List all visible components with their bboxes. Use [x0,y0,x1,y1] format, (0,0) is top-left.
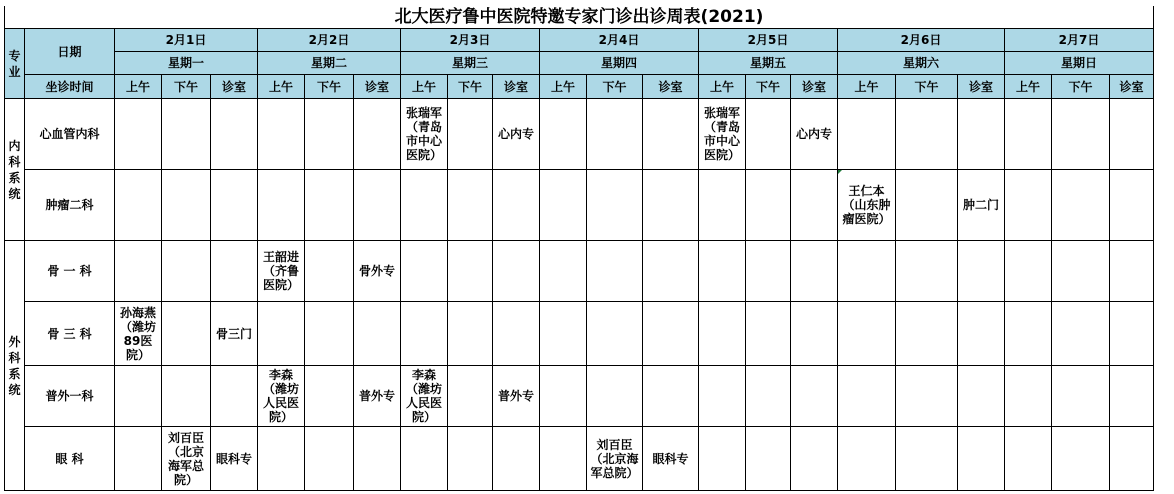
slot-header: 上午 [258,75,305,99]
schedule-cell [896,241,958,302]
schedule-cell [354,170,401,241]
schedule-cell [540,427,587,491]
cell-text: 刘百臣（北京海军总院） [167,430,204,487]
schedule-cell [540,241,587,302]
schedule-cell [493,427,540,491]
table-row [5,99,1154,170]
schedule-cell [354,427,401,491]
day-weekday-header: 星期六 [838,52,1005,75]
schedule-cell [115,241,162,302]
schedule-cell [354,366,401,427]
schedule-cell [1110,241,1154,302]
cell-text: 心内专 [795,127,832,141]
slot-header: 诊室 [1110,75,1154,99]
schedule-cell [958,170,1005,241]
schedule-cell [305,241,354,302]
schedule-cell [838,170,896,241]
schedule-cell [211,366,258,427]
schedule-cell [587,366,643,427]
cell-text: 普外专 [497,389,534,403]
schedule-cell [587,427,643,491]
cell-text: 骨三门 [215,326,252,341]
schedule-cell [643,99,699,170]
schedule-cell [1005,366,1052,427]
schedule-cell [540,366,587,427]
day-date-header: 2月4日 [540,29,699,52]
schedule-cell [540,302,587,366]
schedule-cell [1005,427,1052,491]
table-row [5,366,1154,427]
slot-header: 下午 [162,75,211,99]
sheet-title: 北大医疗鲁中医院特邀专家门诊出诊周表(2021) [5,6,1154,29]
cell-text: 孙海燕（潍坊89医院） [119,305,156,362]
slot-header: 诊室 [791,75,838,99]
schedule-cell [448,241,493,302]
schedule-cell [115,427,162,491]
schedule-cell [791,366,838,427]
specialty-header: 专业 [5,29,25,99]
department-name: 普外一科 [25,366,115,427]
day-date-header: 2月2日 [258,29,401,52]
system-label: 内科系统 [5,99,25,241]
schedule-cell [305,99,354,170]
slot-header: 诊室 [354,75,401,99]
schedule-cell [958,302,1005,366]
department-name: 骨 三 科 [25,302,115,366]
schedule-cell [258,99,305,170]
schedule-cell [211,302,258,366]
day-weekday-header: 星期五 [699,52,838,75]
schedule-cell [746,241,791,302]
schedule-cell [746,99,791,170]
schedule-cell [540,99,587,170]
schedule-cell [791,99,838,170]
schedule-cell [791,241,838,302]
schedule-cell [1110,366,1154,427]
schedule-cell [896,302,958,366]
day-date-header: 2月7日 [1005,29,1154,52]
schedule-cell [493,366,540,427]
schedule-cell [448,427,493,491]
day-date-header: 2月1日 [115,29,258,52]
schedule-table [4,6,1154,491]
day-weekday-header: 星期四 [540,52,699,75]
schedule-cell [643,366,699,427]
schedule-cell [258,302,305,366]
schedule-cell [1005,99,1052,170]
schedule-cell [587,302,643,366]
schedule-cell [211,170,258,241]
schedule-cell [401,241,448,302]
day-weekday-header: 星期日 [1005,52,1154,75]
cell-text: 李森（潍坊人民医院） [262,368,299,424]
cell-text: 王韶进（齐鲁医院） [262,250,299,292]
schedule-cell [838,427,896,491]
time-label: 坐诊时间 [25,75,115,99]
schedule-cell [401,99,448,170]
schedule-cell [746,170,791,241]
schedule-cell [838,241,896,302]
schedule-cell [211,241,258,302]
schedule-cell [958,366,1005,427]
schedule-cell [1110,302,1154,366]
schedule-cell [354,241,401,302]
schedule-cell [354,302,401,366]
schedule-cell [211,427,258,491]
schedule-cell [211,99,258,170]
schedule-cell [958,99,1005,170]
department-name: 肿瘤二科 [25,170,115,241]
department-name: 骨 一 科 [25,241,115,302]
schedule-cell [401,427,448,491]
schedule-cell [699,302,746,366]
schedule-cell [1052,241,1110,302]
schedule-cell [493,99,540,170]
schedule-cell [896,170,958,241]
schedule-cell [791,427,838,491]
table-row [5,170,1154,241]
cell-text: 骨外专 [358,264,395,278]
schedule-cell [896,427,958,491]
schedule-cell [896,99,958,170]
schedule-cell [115,302,162,366]
schedule-cell [699,366,746,427]
schedule-cell [162,99,211,170]
schedule-cell [258,366,305,427]
schedule-cell [1110,99,1154,170]
schedule-cell [1052,170,1110,241]
schedule-cell [162,241,211,302]
schedule-cell [305,302,354,366]
schedule-cell [838,366,896,427]
schedule-cell [791,170,838,241]
schedule-cell [746,366,791,427]
table-row [5,427,1154,491]
cell-text: 眼科专 [652,451,689,466]
slot-header: 下午 [1052,75,1110,99]
day-weekday-header: 星期一 [115,52,258,75]
schedule-cell [746,427,791,491]
cell-text: 眼科专 [215,451,252,466]
schedule-cell [258,170,305,241]
slot-header: 上午 [838,75,896,99]
schedule-cell [448,366,493,427]
schedule-cell [162,427,211,491]
schedule-cell [791,302,838,366]
slot-header: 上午 [401,75,448,99]
schedule-cell [643,427,699,491]
schedule-cell [493,170,540,241]
schedule-cell [1110,170,1154,241]
schedule-cell [448,302,493,366]
schedule-cell [1005,241,1052,302]
schedule-cell [305,170,354,241]
schedule-cell [587,241,643,302]
schedule-cell [448,170,493,241]
slot-header: 诊室 [211,75,258,99]
schedule-cell [493,241,540,302]
schedule-cell [401,366,448,427]
slot-header: 下午 [448,75,493,99]
schedule-sheet [4,6,1154,491]
cell-text: 刘百臣（北京海军总院） [590,437,639,480]
schedule-cell [643,302,699,366]
schedule-cell [746,302,791,366]
schedule-cell [162,366,211,427]
schedule-cell [401,302,448,366]
schedule-cell [643,170,699,241]
schedule-cell [448,99,493,170]
schedule-cell [896,366,958,427]
day-date-header: 2月3日 [401,29,540,52]
schedule-cell [1005,302,1052,366]
slot-header: 诊室 [958,75,1005,99]
slot-header: 下午 [587,75,643,99]
schedule-cell [1005,170,1052,241]
table-row [5,241,1154,302]
cell-text: 王仁本（山东肿瘤医院） [842,184,891,226]
slot-header: 诊室 [643,75,699,99]
slot-header: 下午 [896,75,958,99]
schedule-cell [115,366,162,427]
schedule-cell [1110,427,1154,491]
schedule-cell [958,427,1005,491]
schedule-cell [838,99,896,170]
system-label: 外科系统 [5,241,25,491]
schedule-cell [587,99,643,170]
schedule-cell [1052,302,1110,366]
schedule-cell [401,170,448,241]
schedule-cell [115,170,162,241]
schedule-cell [1052,427,1110,491]
schedule-cell [258,427,305,491]
schedule-cell [305,427,354,491]
cell-text: 心内专 [497,127,534,141]
schedule-cell [354,99,401,170]
slot-header: 上午 [699,75,746,99]
schedule-cell [115,99,162,170]
cell-text: 普外专 [358,389,395,403]
day-weekday-header: 星期三 [401,52,540,75]
schedule-cell [699,241,746,302]
schedule-cell [162,302,211,366]
schedule-cell [699,170,746,241]
schedule-cell [1052,366,1110,427]
table-row [5,302,1154,366]
department-name: 眼 科 [25,427,115,491]
schedule-cell [699,99,746,170]
schedule-cell [699,427,746,491]
cell-text: 肿二门 [962,198,999,212]
cell-text: 张瑞军（青岛市中心医院） [703,106,740,162]
schedule-cell [1052,99,1110,170]
schedule-cell [493,302,540,366]
schedule-cell [540,170,587,241]
day-weekday-header: 星期二 [258,52,401,75]
schedule-cell [162,170,211,241]
slot-header: 上午 [540,75,587,99]
day-date-header: 2月5日 [699,29,838,52]
slot-header: 上午 [115,75,162,99]
schedule-cell [587,170,643,241]
cell-text: 李森（潍坊人民医院） [405,368,442,424]
slot-header: 下午 [746,75,791,99]
schedule-cell [258,241,305,302]
slot-header: 上午 [1005,75,1052,99]
department-name: 心血管内科 [25,99,115,170]
cell-text: 张瑞军（青岛市中心医院） [405,106,442,162]
schedule-cell [958,241,1005,302]
schedule-cell [838,302,896,366]
date-label: 日期 [25,29,115,75]
slot-header: 下午 [305,75,354,99]
day-date-header: 2月6日 [838,29,1005,52]
schedule-cell [643,241,699,302]
schedule-cell [305,366,354,427]
slot-header: 诊室 [493,75,540,99]
